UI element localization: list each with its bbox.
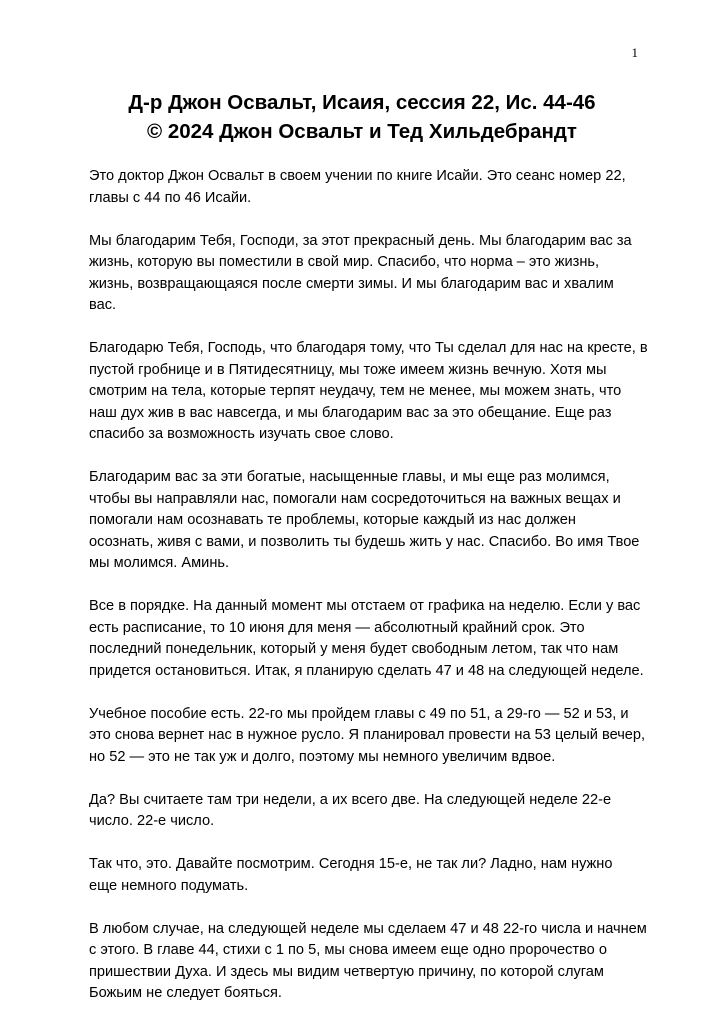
title-line-1: Д-р Джон Освальт, Исаия, сессия 22, Ис. 44-46: [128, 91, 596, 114]
text-line: смотрим на тела, которые терпят неудачу, тем не менее, мы можем знать, что: [89, 383, 622, 399]
title-line-2: © 2024 Джон Освальт и Тед Хильдебрандт: [147, 120, 577, 143]
text-line: жизнь, которую вы поместили в свой мир. Спасибо, что норма – это жизнь,: [89, 254, 600, 270]
text-line: чтобы вы направляли нас, помогали нам сосредоточиться на важных вещах и: [89, 490, 621, 507]
text-line: Мы благодарим Тебя, Господи, за этот прекрасный день. Мы благодарим вас за: [89, 232, 632, 249]
text-line: последний понедельник, который у меня будет свободным летом, так что нам: [89, 641, 619, 657]
text-line: пустой гробнице и в Пятидесятницу, мы тоже имеем жизнь вечную. Хотя мы: [89, 361, 607, 378]
text-line: спасибо за возможность изучать свое слово.: [89, 426, 394, 442]
text-line: осознать, живя с вами, и позволить ты будешь жить у нас. Спасибо. Во имя Твое: [89, 533, 640, 550]
text-line: есть расписание, то 10 июня для меня — абсолютный крайний срок. Это: [89, 619, 585, 636]
text-line: наш дух жив в вас навсегда, и мы благодарим вас за это обещание. Еще раз: [89, 404, 612, 421]
paragraph: [89, 166, 649, 209]
text-line: с этого. В главе 44, стихи с 1 по 5, мы снова имеем еще одно пророчество о: [89, 942, 607, 958]
text-line: Все в порядке. На данный момент мы отстаем от графика на неделю. Если у вас: [89, 598, 641, 614]
paragraph: [89, 790, 649, 833]
text-line: жизнь, возвращающаяся после смерти зимы. И мы благодарим вас и хвалим: [89, 275, 614, 292]
text-line: придется остановиться. Итак, я планирую сделать 47 и 48 на следующей неделе.: [89, 662, 644, 679]
text-line: число. 22-е число.: [89, 813, 215, 829]
text-line: еще немного подумать.: [89, 877, 249, 894]
text-line: Благодарю Тебя, Господь, что благодаря тому, что Ты сделал для нас на кресте, в: [89, 340, 648, 356]
text-line: но 52 — это не так уж и долго, поэтому мы немного увеличим вдвое.: [89, 748, 556, 765]
text-line: помогали нам осознавать те проблемы, которые каждый из нас должен: [89, 512, 576, 528]
paragraph: [89, 854, 649, 897]
text-line: главы с 44 по 46 Исайи.: [89, 189, 252, 206]
document-title: [0, 88, 724, 146]
paragraph: [89, 467, 649, 575]
text-line: Божьим не следует бояться.: [89, 985, 282, 1001]
text-line: вас.: [89, 297, 117, 313]
text-line: Это доктор Джон Освальт в своем учении по книге Исайи. Это сеанс номер 22,: [89, 168, 626, 184]
text-line: Да? Вы считаете там три недели, а их всего две. На следующей неделе 22-е: [89, 791, 612, 808]
paragraph: [89, 919, 649, 1005]
text-line: Благодарим вас за эти богатые, насыщенные главы, и мы еще раз молимся,: [89, 469, 610, 485]
paragraph: [89, 231, 649, 317]
paragraph: [89, 338, 649, 446]
text-line: мы молимся. Аминь.: [89, 555, 230, 571]
document-body: [89, 166, 649, 1026]
paragraph: [89, 704, 649, 769]
text-line: В любом случае, на следующей неделе мы сделаем 47 и 48 22-го числа и начнем: [89, 920, 647, 937]
text-line: Так что, это. Давайте посмотрим. Сегодня 15-е, не так ли? Ладно, нам нужно: [89, 856, 613, 872]
text-line: пришествии Духа. И здесь мы видим четвертую причину, по которой слугам: [89, 963, 604, 980]
paragraph: [89, 596, 649, 682]
page-number: 1: [631, 45, 638, 60]
text-line: это снова вернет нас в нужное русло. Я планировал провести на 53 целый вечер,: [89, 727, 646, 743]
text-line: Учебное пособие есть. 22-го мы пройдем главы с 49 по 51, а 29-го — 52 и 53, и: [89, 705, 629, 722]
